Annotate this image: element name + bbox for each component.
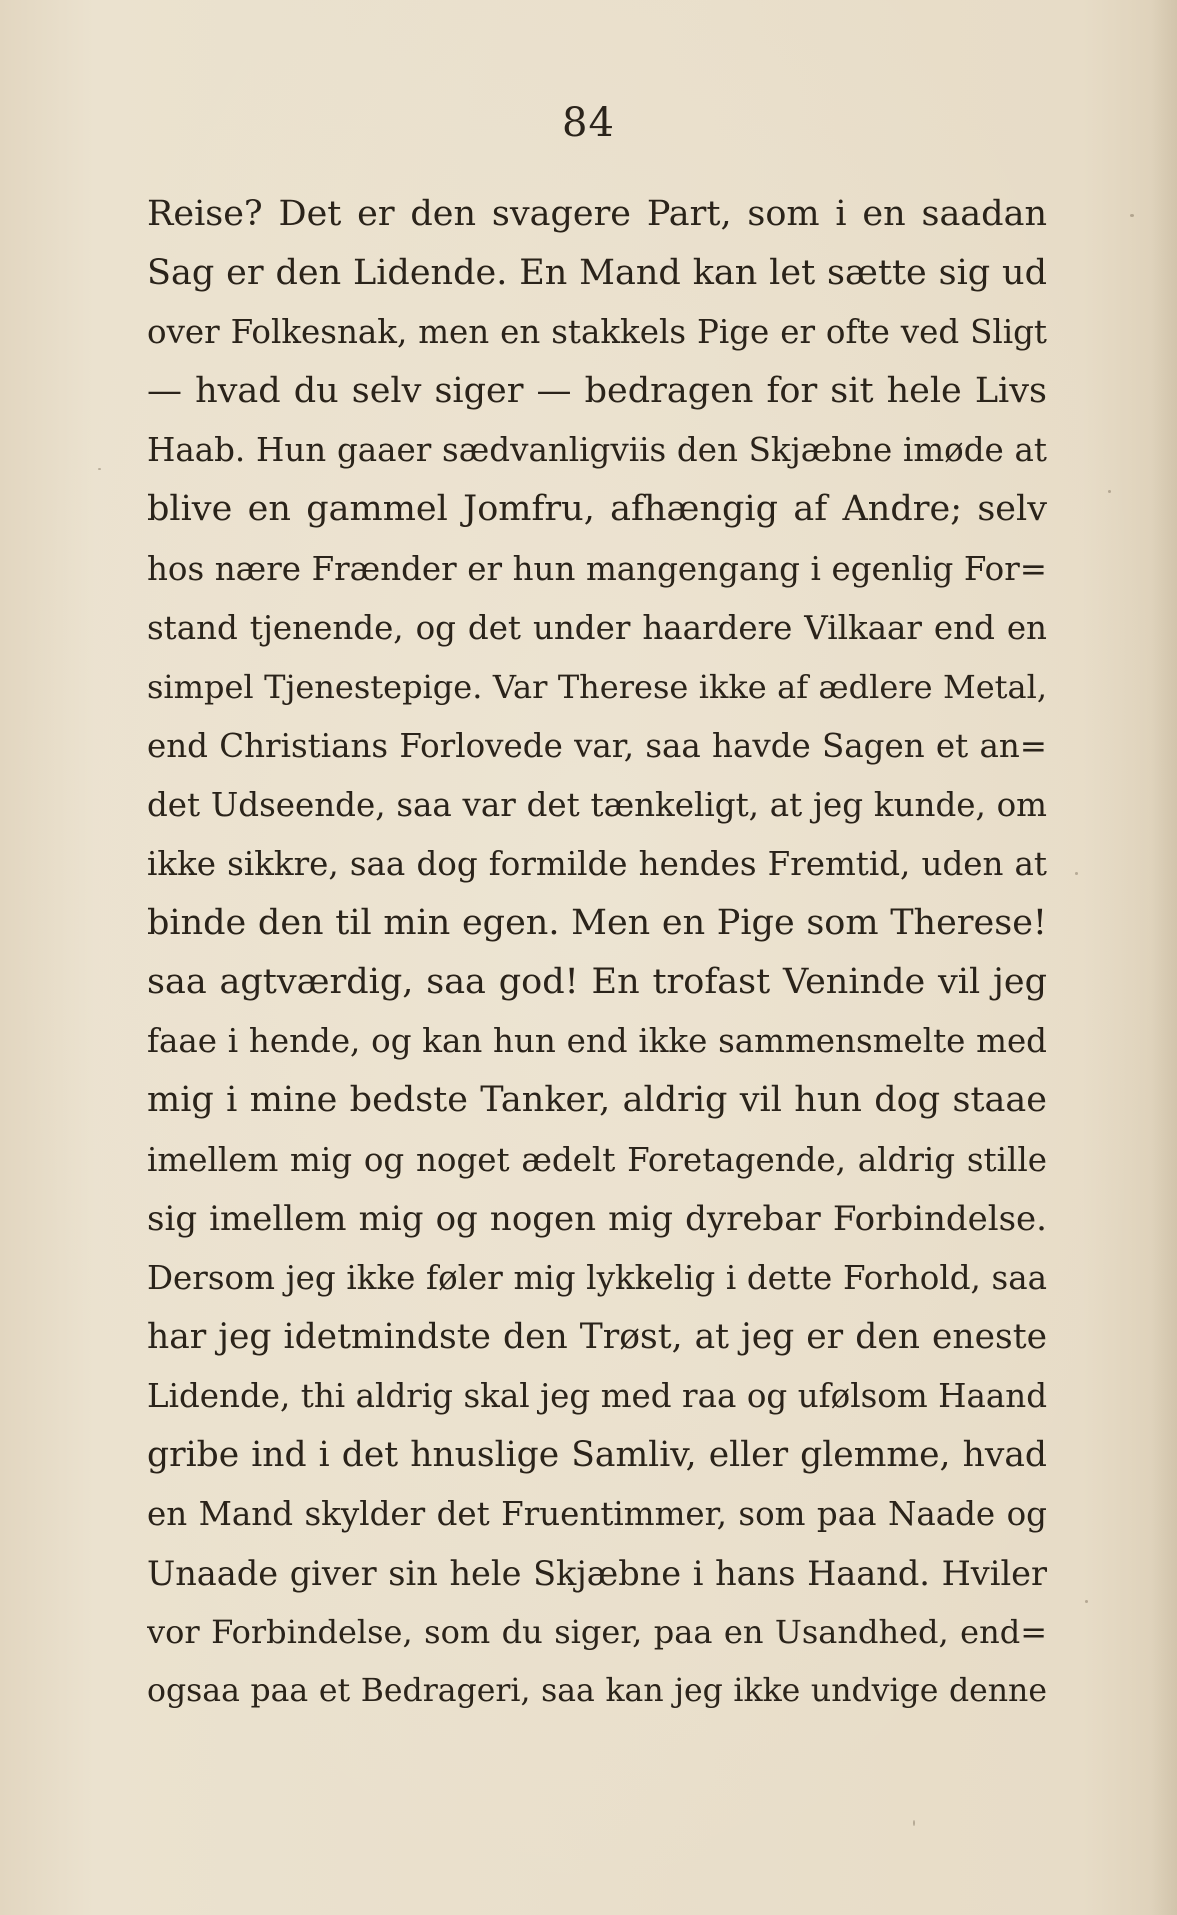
page-edge-shadow	[1151, 0, 1177, 1915]
paper-speck	[1085, 1600, 1088, 1603]
text-line: vor Forbindelse, som du siger, paa en Usandhed, end=	[147, 1613, 1047, 1652]
text-line: har jeg idetmindste den Trøst, at jeg er den eneste	[147, 1316, 1047, 1357]
paper-speck	[913, 1820, 915, 1826]
text-line: ikke sikkre, saa dog formilde hendes Fremtid, uden at	[147, 845, 1047, 884]
text-line: simpel Tjenestepige. Var Therese ikke af ædlere Metal,	[147, 667, 1047, 706]
text-line: Haab. Hun gaaer sædvanligviis den Skjæbne imøde at	[147, 431, 1047, 470]
text-line: blive en gammel Jomfru, afhængig af Andre; selv	[147, 489, 1047, 530]
text-line: en Mand skylder det Fruentimmer, som paa Naade og	[147, 1495, 1047, 1534]
page-number: 84	[562, 100, 615, 146]
text-line: — hvad du selv siger — bedragen for sit hele Livs	[147, 371, 1047, 412]
text-line: stand tjenende, og det under haardere Vilkaar end en	[147, 608, 1047, 647]
paper-speck	[1130, 214, 1134, 217]
paper-speck	[1075, 872, 1078, 875]
text-line: Unaade giver sin hele Skjæbne i hans Haand. Hviler	[147, 1554, 1047, 1594]
body-text	[147, 185, 1047, 1721]
text-line: sig imellem mig og nogen mig dyrebar Forbindelse.	[147, 1198, 1047, 1239]
text-line: gribe ind i det hnuslige Samliv, eller glemme, hvad	[147, 1434, 1047, 1475]
text-line: det Udseende, saa var det tænkeligt, at jeg kunde, om	[147, 785, 1047, 824]
text-line: Dersom jeg ikke føler mig lykkelig i dette Forhold, saa	[147, 1258, 1047, 1297]
text-line: end Christians Forlovede var, saa havde Sagen et an=	[147, 726, 1047, 765]
text-line: hos nære Frænder er hun mangengang i egenlig For=	[147, 549, 1047, 588]
text-line: Reise? Det er den svagere Part, som i en saadan	[147, 194, 1047, 234]
text-line: binde den til min egen. Men en Pige som Therese!	[147, 903, 1047, 944]
text-line: faae i hende, og kan hun end ikke sammensmelte med	[147, 1022, 1047, 1061]
text-line: saa agtværdig, saa god! En trofast Veninde vil jeg	[147, 962, 1047, 1003]
text-line: imellem mig og noget ædelt Foretagende, aldrig stille	[147, 1140, 1047, 1179]
paper-speck	[1108, 490, 1111, 493]
text-line: over Folkesnak, men en stakkels Pige er ofte ved Sligt	[147, 313, 1047, 352]
text-line: Sag er den Lidende. En Mand kan let sætte sig ud	[147, 253, 1047, 294]
text-line: Lidende, thi aldrig skal jeg med raa og ufølsom Haand	[147, 1376, 1047, 1415]
paper-speck	[98, 468, 101, 470]
text-line: mig i mine bedste Tanker, aldrig vil hun dog staae	[147, 1080, 1047, 1121]
text-line: ogsaa paa et Bedrageri, saa kan jeg ikke undvige denne	[147, 1673, 1047, 1710]
